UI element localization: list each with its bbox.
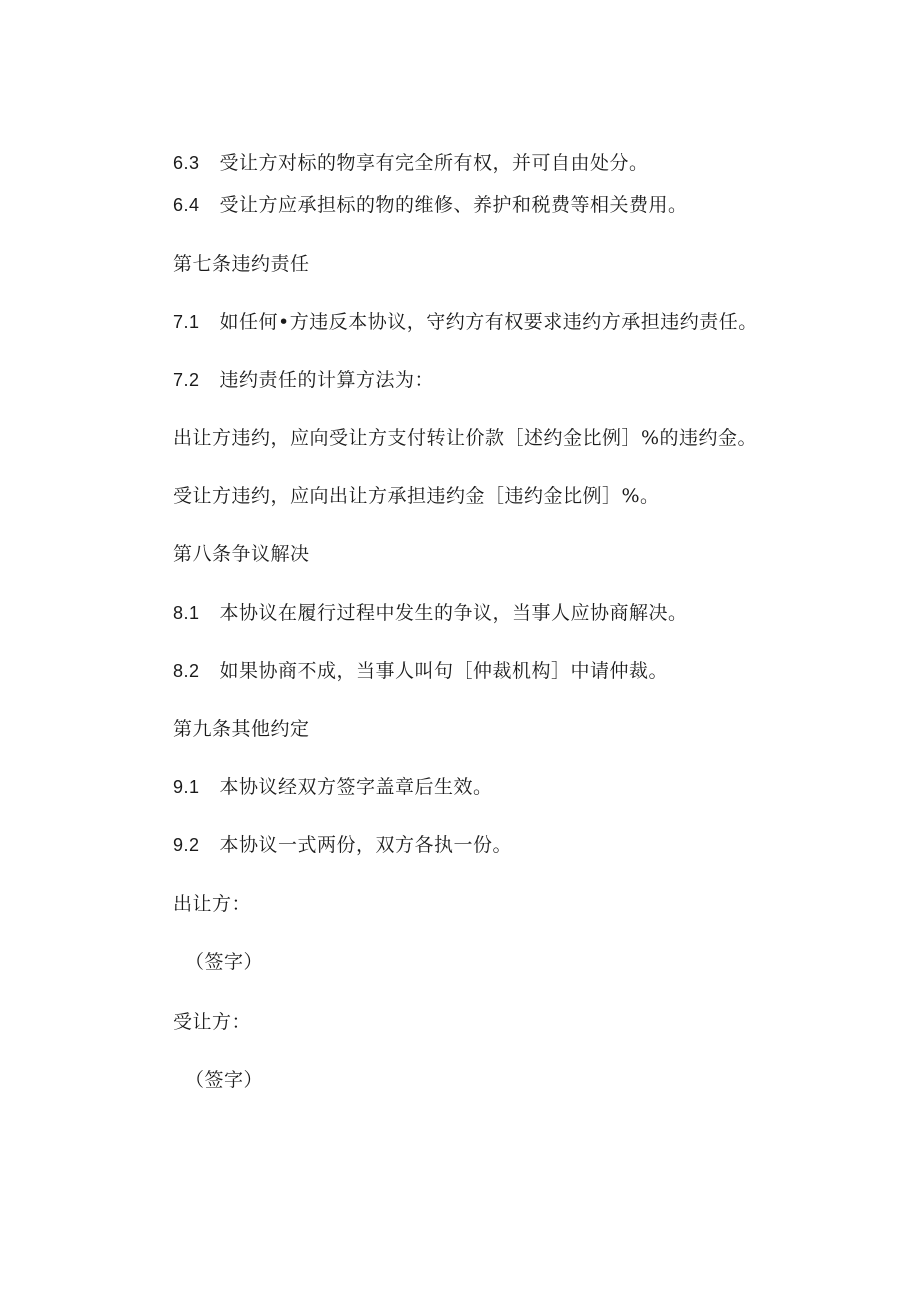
clause-6-4 bbox=[173, 192, 688, 218]
clause-number: 8.2 bbox=[173, 661, 200, 681]
clause-text: 受让方对标的物享有完全所有权，并可自由处分。 bbox=[219, 152, 649, 174]
clause-number: 6.3 bbox=[173, 153, 200, 173]
transferee-signature-label: （签字） bbox=[185, 1069, 264, 1091]
clause-7-2 bbox=[173, 367, 434, 393]
transferor-label: 出让方： bbox=[173, 893, 252, 915]
clause-text: 本协议一式两份，双方各执一份。 bbox=[219, 834, 513, 856]
clause-9-2 bbox=[173, 832, 512, 858]
article-8-heading: 第八条争议解决 bbox=[173, 543, 310, 565]
clause-number: 9.1 bbox=[173, 777, 200, 797]
transferor-breach-text: 出让方违约，应向受让方支付转让价款［述约金比例］%的违约金。 bbox=[173, 427, 758, 449]
clause-number: 7.2 bbox=[173, 370, 200, 390]
clause-text: 如果协商不成，当事人叫句［仲裁机构］中请仲裁。 bbox=[219, 660, 669, 682]
clause-number: 7.1 bbox=[173, 312, 200, 332]
transferor-signature-label: （签字） bbox=[185, 951, 264, 973]
transferee-breach-text: 受让方违约，应向出让方承担违约金［违约金比例］%。 bbox=[173, 485, 660, 507]
clause-text: 违约责任的计算方法为： bbox=[219, 369, 435, 391]
clause-number: 8.1 bbox=[173, 603, 200, 623]
clause-text: 受让方应承担标的物的维修、养护和税费等相关费用。 bbox=[219, 194, 688, 216]
clause-text: 本协议在履行过程中发生的争议，当事人应协商解决。 bbox=[219, 602, 688, 624]
clause-9-1 bbox=[173, 774, 493, 800]
clause-text: 本协议经双方签字盖章后生效。 bbox=[219, 776, 493, 798]
clause-7-1 bbox=[173, 309, 758, 335]
transferee-label: 受让方： bbox=[173, 1011, 252, 1033]
clause-8-1 bbox=[173, 600, 688, 626]
clause-6-3 bbox=[173, 150, 649, 176]
clause-8-2 bbox=[173, 658, 668, 684]
clause-number: 6.4 bbox=[173, 195, 200, 215]
clause-text: 如任何•方违反本协议，守约方有权要求违约方承担违约责任。 bbox=[219, 311, 758, 333]
article-7-heading: 第七条违约责任 bbox=[173, 253, 310, 275]
article-9-heading: 第九条其他约定 bbox=[173, 718, 310, 740]
clause-number: 9.2 bbox=[173, 835, 200, 855]
